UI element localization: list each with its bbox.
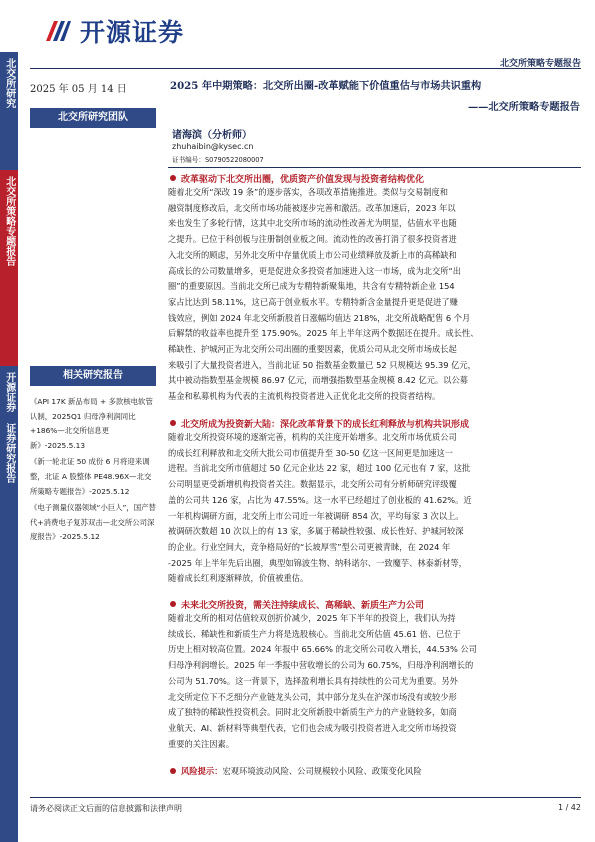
risk-label: 风险提示： [181, 766, 223, 776]
para-line: 被调研次数超 10 次以上的有 13 家，多属于稀缺性较强、成长性好、护城河较深 [168, 526, 464, 537]
section-heading [168, 172, 580, 185]
bullet-icon [170, 175, 176, 181]
para-line: -2025 年上半年先后出圈，典型如锦波生物、纳科诺尔、一致魔芋、林泰新材等， [168, 557, 467, 568]
para-line: 融资制度修改后，北交所市场功能被逐步完善和激活。改革加速后，2023 年以 [168, 202, 456, 213]
para-line: 钱效应，例如 2024 年北交所新股首日涨幅均值达 218%，北交所战略配售 6 个月 [168, 312, 471, 323]
report-category: 北交所策略专题报告 [499, 59, 581, 69]
para-line: 随着北交所“深改 19 条”的逐步落实，各项改革措施推进。类似与交易制度和 [168, 187, 449, 197]
footer-divider [30, 797, 581, 798]
para-line: 入北交所的顾虑，另外北交所中存量优质上市公司业绩释放及新上市的高稀缺和 [168, 249, 457, 260]
para-line: 归母净利润增长。2025 年一季报中营收增长的公司为 60.75%，归母净利润增长的 [168, 660, 474, 671]
para-line: 的成长红利释放和北交所大批公司市值提升至 30-50 亿这一区间更是加速这一 [168, 447, 453, 458]
kaiyuan-logo-icon [44, 17, 72, 45]
section-body [168, 611, 580, 752]
para-line: 稀缺性、护城河正为北交所公司出圈的重要因素，优质公司从北交所市场成长起 [168, 344, 457, 355]
para-line: 之提升。已位于科创板与注册制创业板之间。流动性的改善打消了很多投资者进 [168, 234, 457, 245]
para-line: 重要的关注因素。 [168, 738, 234, 749]
para-line: 家占比达到 58.11%，这已高于创业板水平。专精特新含金量提升更是促进了赚 [168, 296, 458, 307]
para-line: 基金和私募机构为代表的主流机构投资者进入正优化北交所的投资者结构。 [168, 391, 441, 402]
analyst-name: 诸海滨（分析师） [172, 130, 252, 141]
sidebar-segment-company: 开源证券 证券研究报告 [0, 366, 18, 842]
para-line: 公司为 51.70%。这一背景下，选择盈利增长具有持续性的公司尤为重要。另外 [168, 675, 458, 686]
para-line: 高成长的公司数量增多，更是促进众多投资者加速进入这一市场，成为北交所“出 [168, 265, 462, 276]
section-heading [168, 598, 580, 611]
risk-warning [168, 765, 580, 777]
para-line: 随着北交所投资环境的逐渐完善，机构的关注度开始增多。北交所市场优质公司 [168, 432, 457, 442]
para-line: 圈”的重要原因。当前北交所已成为专精特新聚集地，共含有专精特新企业 154 [168, 281, 455, 292]
para-line: 成了独特的稀缺性投资机会。同时北交所新股中新质生产力的产业链较多，如商 [168, 707, 457, 718]
company-logo [44, 16, 244, 46]
para-line: 随着北交所的相对估值较双创折价减少，2025 年下半年的投资上，我们认为持 [168, 613, 456, 623]
para-line: 的企业。行业空间大，竞争格局好的“长坡厚雪”型公司更被青睐，在 2024 年 [168, 541, 451, 552]
para-line: 北交所定位下不乏细分产业链龙头公司，其中部分龙头在沪深市场没有或较少形 [168, 691, 457, 702]
section-1 [168, 172, 580, 405]
related-report-link[interactable]: 《API 17K 新品布局 + 多款核电软管认制，2025Q1 归母净利润同比+186%—北交所信息更新》-2025.5.13 [30, 397, 153, 450]
related-report-link[interactable]: 《电子测量仪器领域“小巨人”，国产替代+消费电子复苏双击—北交所公司深度报告》-2025.5.12 [30, 503, 156, 542]
bullet-icon [170, 601, 176, 607]
report-subtitle: ——北交所策略专题报告 [467, 101, 580, 113]
section-heading-text: 未来北交所投资，需关注持续成长、高稀缺、新质生产力公司 [181, 601, 425, 611]
section-heading-text: 北交所成为投资新大陆：深化改革背景下的成长红利释放与机构共识形成 [181, 420, 470, 430]
section-body [168, 430, 580, 587]
para-line: 后解禁的收益率也提升至 175.90%。2025 年上半年这两个数据还在提升。成长性、 [168, 328, 479, 339]
related-reports-heading: 相关研究报告 [30, 366, 156, 386]
bullet-icon [170, 768, 176, 774]
para-line: 续成长、稀缺性和新质生产力将是选股核心。当前北交所估值 45.61 倍、已位于 [168, 628, 461, 639]
para-line: 进程。当前北交所市值超过 50 亿元企业达 22 家，超过 100 亿元也有 7 家，这批 [168, 463, 471, 474]
report-title: 2025 年中期策略：北交所出圈-改革赋能下价值重估与市场共识重构 [170, 80, 482, 92]
header-divider [30, 68, 581, 69]
para-line: 随着成长红利逐渐释放，价值被重估。 [168, 573, 309, 584]
para-line: 一年机构调研方面，北交所上市公司近一年被调研 854 次，平均每家 3 次以上。 [168, 510, 464, 521]
section-2 [168, 417, 580, 587]
risk-text: 宏观环境波动风险、公司规模较小风险、政策变化风险 [222, 766, 422, 776]
sidebar-segment-report-type: 北交所策略专题报告 [0, 170, 18, 366]
section-divider [168, 167, 581, 168]
para-line: 盖的公司共 126 家，占比为 47.55%。这一水平已经超过了创业板的 41.62%。近 [168, 494, 472, 505]
sidebar-segment-research: 北交所研究 [0, 52, 18, 170]
analyst-email[interactable]: zhuhaibin@kysec.cn [172, 142, 254, 151]
left-sidebar-strip [0, 52, 18, 842]
para-line: 业航天、AI、新材料等典型代表，它们也会成为吸引投资者进入北交所市场投资 [168, 722, 457, 733]
report-date: 2025 年 05 月 14 日 [30, 84, 127, 95]
para-line: 历史上相对较高位置。2024 年报中 65.66% 的北交所公司收入增长，44.53% 公司 [168, 644, 477, 655]
disclaimer-note: 请务必阅读正文后面的信息披露和法律声明 [30, 804, 182, 813]
related-report-link[interactable]: 《新一轮北证 50 成份 6 月将迎来调整，北证 A 股整体 PE48.96X—北交所策略专题报告》-2025.5.12 [30, 457, 152, 496]
section-heading [168, 417, 580, 430]
para-line: 来也发生了多轮行情，这其中北交所市场的流动性改善尤为明显，估值水平也随 [168, 218, 457, 229]
page-number: 1 / 42 [557, 803, 581, 812]
related-reports-list [30, 395, 158, 547]
section-3 [168, 598, 580, 752]
section-heading-text: 改革驱动下北交所出圈，优质资产价值发现与投资者结构优化 [181, 175, 425, 185]
para-line: 其中被动指数型基金规模 86.97 亿元，而增强指数型基金规模 8.42 亿元。以公募 [168, 375, 468, 386]
analyst-cert: 证书编号：S0790522080007 [172, 156, 264, 164]
para-line: 来吸引了大量投资者进入，当前北证 50 指数基金数量已 52 只规模达 95.39 亿元， [168, 359, 476, 370]
logo-text: 开源证券 [80, 18, 185, 47]
section-body [168, 185, 580, 405]
bullet-icon [170, 420, 176, 426]
para-line: 公司明显更受新增机构投资者关注。数据显示，北交所公司有分析师研究评级覆 [168, 479, 457, 490]
team-label: 北交所研究团队 [30, 108, 156, 128]
